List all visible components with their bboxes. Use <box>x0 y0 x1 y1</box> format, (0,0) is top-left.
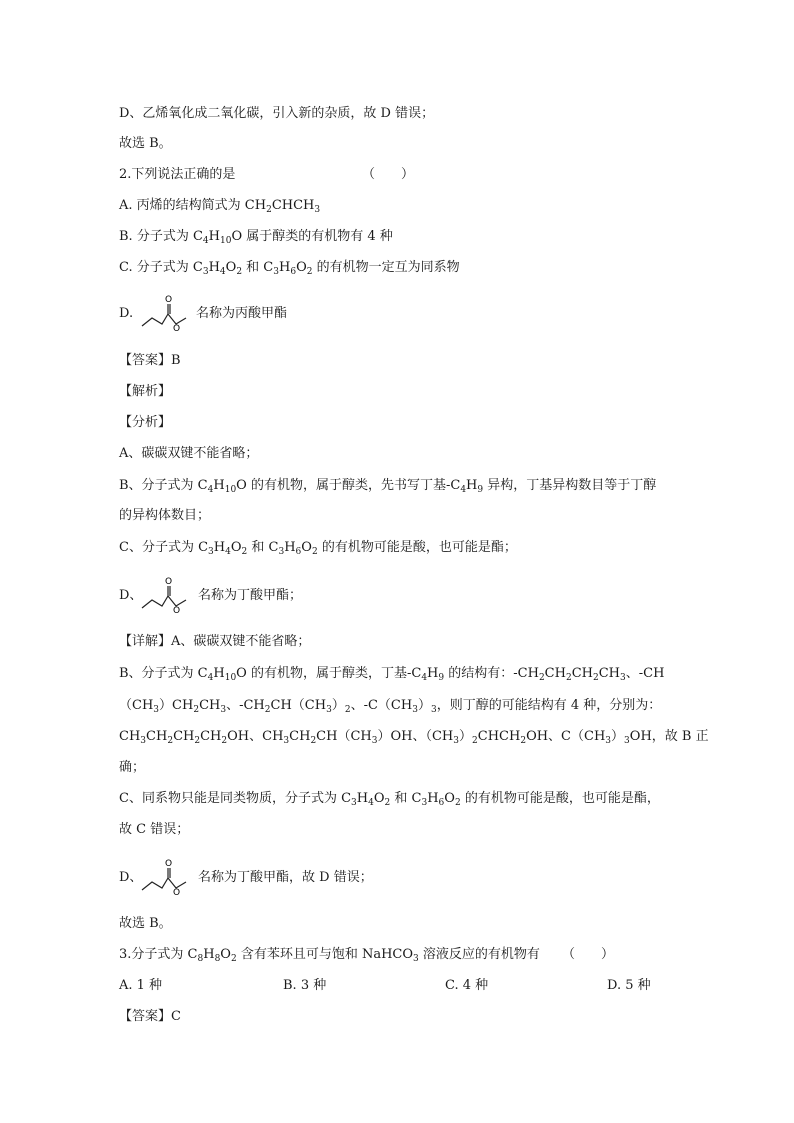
text-line: B、分子式为 $C_4H_{10}O$ 的有机物，属于醇类，先书写丁基$-C_4H_9$ 异构，丁基异构数目等于丁醇 <box>119 478 657 495</box>
text-line: 的异构体数目； <box>119 508 211 523</box>
text-line: 确； <box>119 760 146 775</box>
option-a: A. 丙烯的结构简式为 $CH_2CHCH_3$ <box>119 198 321 215</box>
option-b: B. 分子式为 $C_4H_{10}O$ 属于醇类的有机物有 4 种 <box>119 229 393 246</box>
option-c: C. 分子式为 $C_3H_4O_2$ 和 $C_3H_6O_2$ 的有机物一定互为同系物 <box>119 260 460 277</box>
text-line: B、分子式为 $C_4H_{10}O$ 的有机物，属于醇类，丁基$-C_4H_9$ 的结构有：$-CH_2CH_2CH_2CH_3$、-CH <box>119 666 665 683</box>
text-line: 名称为丁酸甲酯； <box>198 588 303 603</box>
text-line <box>119 104 434 124</box>
text-line: D、 <box>119 870 143 885</box>
text-line: $(CH_3)CH_2CH_3$、$-CH_2CH(CH_3)_2$、$-C(CH_3)_3$，则丁醇的可能结构有 4 种，分别为： <box>119 698 662 715</box>
answer-blank <box>362 165 414 185</box>
option-a: A. 1 种 <box>119 978 163 993</box>
text-line <box>119 134 172 154</box>
question-stem: 2.下列说法正确的是 <box>119 167 236 182</box>
analysis-label: 【解析】 <box>119 384 172 399</box>
answer-paren: （ ） <box>362 167 415 182</box>
text-line: A、碳碳双键不能省略； <box>119 446 259 461</box>
text: 故选 B。 <box>119 136 172 151</box>
option-d: D. <box>119 306 134 321</box>
option-b: B. 3 种 <box>283 978 327 993</box>
text: D、乙烯氧化成二氧化碳，引入新的杂质，故 D 错误； <box>119 106 435 121</box>
svg-text:O: O <box>173 606 181 616</box>
text-line: C、分子式为 $C_3H_4O_2$ 和 $C_3H_6O_2$ 的有机物可能是酸，也可能是酯； <box>119 540 517 557</box>
svg-text:O: O <box>165 577 173 587</box>
ester-structure-image <box>138 574 194 616</box>
fenxi-label: 【分析】 <box>119 415 172 430</box>
ester-structure-image <box>138 856 194 898</box>
text-line: C、同系物只能是同类物质，分子式为 $C_3H_4O_2$ 和 $C_3H_6O_2$ 的有机物可能是酸，也可能是酯， <box>119 791 660 808</box>
option-d-text: 名称为丙酸甲酯 <box>196 306 288 321</box>
question-2 <box>119 165 235 185</box>
question-3: 3.分子式为 $C_8H_8O_2$ 含有苯环且可与饱和 NaHCO$_3$ 溶液反应的有机物有 <box>119 947 540 964</box>
text-line: 故 C 错误； <box>119 822 190 837</box>
text-line: D、 <box>119 588 143 603</box>
option-c: C. 4 种 <box>445 978 489 993</box>
svg-text:O: O <box>173 324 181 334</box>
svg-text:O: O <box>165 295 173 305</box>
detail-label: 【详解】A、碳碳双键不能省略； <box>119 634 311 649</box>
answer-label: 【答案】B <box>119 353 181 368</box>
ester-structure-image <box>138 292 194 334</box>
answer-blank: （ ） <box>562 947 615 962</box>
svg-text:O: O <box>173 888 181 898</box>
answer-label: 【答案】C <box>119 1009 181 1024</box>
option-d: D. 5 种 <box>607 978 651 993</box>
svg-text:O: O <box>165 859 173 869</box>
text-line: $CH_3CH_2CH_2CH_2OH$、$CH_3CH_2CH(CH_3)OH$、$(CH_3)_2CHCH_2OH$、$C(CH_3)_3OH$，故 B 正 <box>119 729 709 746</box>
text-line: 名称为丁酸甲酯，故 D 错误； <box>198 870 373 885</box>
text-line: 故选 B。 <box>119 916 172 931</box>
